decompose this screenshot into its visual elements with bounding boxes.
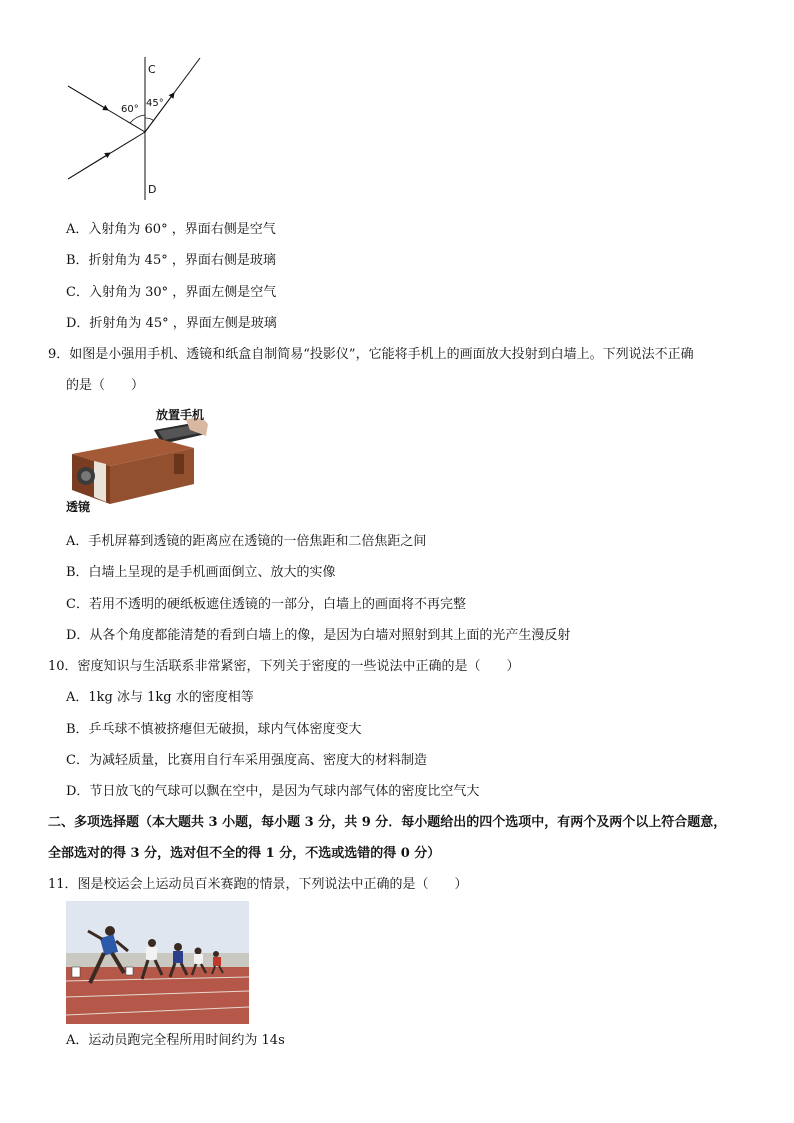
angle-label-left: 60° bbox=[121, 104, 139, 115]
q10-stem: 10．密度知识与生活联系非常紧密，下列关于密度的一些说法中正确的是（ ） bbox=[48, 659, 520, 674]
q8-option-a: A．入射角为 60° ，界面右侧是空气 bbox=[66, 222, 276, 237]
label-d: D bbox=[148, 183, 157, 196]
refraction-diagram bbox=[60, 52, 210, 202]
q10-option-a: A．1kg 冰与 1kg 水的密度相等 bbox=[66, 690, 254, 705]
q8-option-d: D．折射角为 45° ，界面左侧是玻璃 bbox=[66, 316, 277, 331]
section2-header-line2: 全部选对的得 3 分，选对但不全的得 1 分，不选或选错的得 0 分） bbox=[48, 846, 441, 861]
label-lens: 透镜 bbox=[66, 500, 91, 514]
section2-header-line1: 二、多项选择题（本大题共 3 小题，每小题 3 分，共 9 分．每小题给出的四个选项中，有两个及两个以上符合题意， bbox=[48, 815, 727, 830]
label-phone: 放置手机 bbox=[156, 408, 205, 422]
q11-stem: 11．图是校运会上运动员百米赛跑的情景，下列说法中正确的是（ ） bbox=[48, 877, 468, 892]
upper-left-arrow bbox=[68, 86, 108, 110]
q9-stem-line1: 9．如图是小强用手机、透镜和纸盒自制简易“投影仪”，它能将手机上的画面放大投射到白墙上。下列说法不正确 bbox=[48, 347, 694, 362]
q10-option-c: C．为减轻质量，比赛用自行车采用强度高、密度大的材料制造 bbox=[66, 753, 427, 768]
q10-option-d: D．节日放飞的气球可以飘在空中，是因为气球内部气体的密度比空气大 bbox=[66, 784, 480, 799]
q9-option-a: A．手机屏幕到透镜的距离应在透镜的一倍焦距和二倍焦距之间 bbox=[66, 534, 427, 549]
angle-arc-left bbox=[130, 115, 145, 123]
q9-option-b: B．白墙上呈现的是手机画面倒立、放大的实像 bbox=[66, 565, 336, 580]
q11-option-a: A．运动员跑完全程所用时间约为 14s bbox=[66, 1033, 285, 1048]
lower-left-arrow bbox=[68, 153, 110, 179]
q8-option-b: B．折射角为 45° ，界面右侧是玻璃 bbox=[66, 253, 276, 268]
q9-option-d: D．从各个角度都能清楚的看到白墙上的像，是因为白墙对照射到其上面的光产生漫反射 bbox=[66, 628, 571, 643]
projector-photo bbox=[66, 404, 212, 516]
q9-stem-line2: 的是（ ） bbox=[66, 378, 145, 393]
angle-label-right: 45° bbox=[146, 98, 164, 109]
q8-option-c: C．入射角为 30° ，界面左侧是空气 bbox=[66, 285, 277, 300]
q10-option-b: B．乒乓球不慎被挤瘪但无破损，球内气体密度变大 bbox=[66, 722, 362, 737]
sprint-photo bbox=[66, 901, 249, 1024]
label-c: C bbox=[148, 63, 156, 76]
q9-option-c: C．若用不透明的硬纸板遮住透镜的一部分，白墙上的画面将不再完整 bbox=[66, 597, 466, 612]
angle-arc-right bbox=[145, 118, 154, 121]
